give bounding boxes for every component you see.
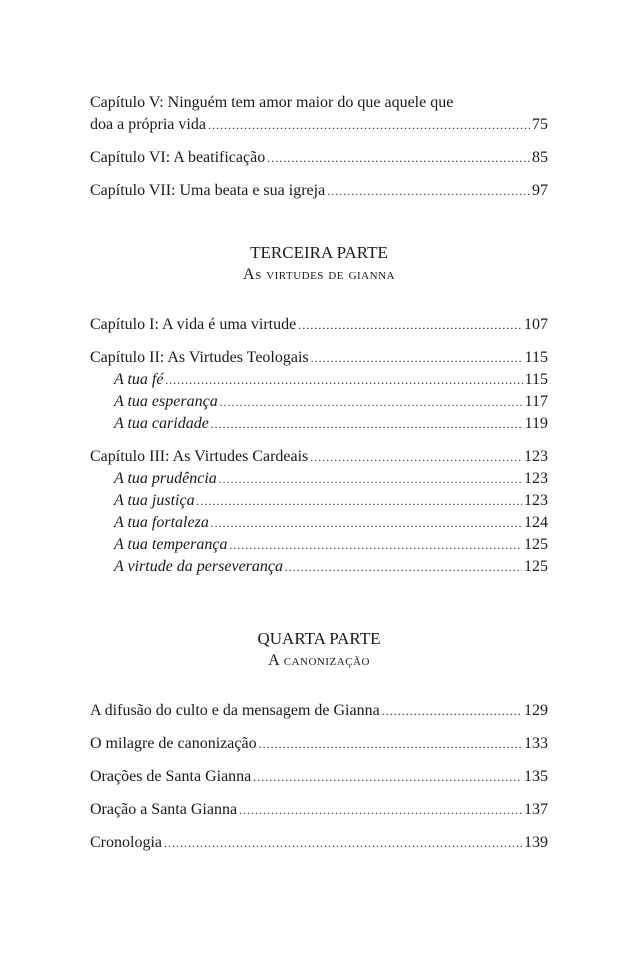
toc-subentry: [90, 391, 548, 413]
page-number: 124: [524, 514, 548, 531]
entry-label: A tua justiça: [114, 492, 195, 509]
entry-label: A tua temperança: [114, 536, 228, 553]
toc-entry: [90, 700, 548, 722]
toc-entry: [90, 832, 548, 854]
dot-leader: [239, 799, 522, 821]
toc-entry: [90, 446, 548, 468]
toc-entry-chapter-6: [90, 147, 548, 169]
dot-leader: [229, 534, 522, 556]
part-title: QUARTA PARTE: [257, 629, 381, 648]
part-heading: [90, 628, 548, 672]
part-subtitle: As virtudes de gianna: [243, 266, 395, 283]
page-number: 97: [532, 182, 548, 199]
toc-entry-chapter-5: [90, 114, 548, 136]
toc-entry-chapter-7: [90, 180, 548, 202]
page-number: 107: [524, 316, 548, 333]
dot-leader: [327, 180, 530, 202]
entry-label: Orações de Santa Gianna: [90, 768, 252, 785]
page-number: 123: [524, 492, 548, 509]
toc-subentry: [90, 512, 548, 534]
toc-entry-chapter-5-line1: Capítulo V: Ninguém tem amor maior do que aquele que: [90, 94, 454, 111]
dot-leader: [219, 468, 522, 490]
page-number: 85: [532, 149, 548, 166]
entry-label: A difusão do culto e da mensagem de Gianna: [90, 702, 380, 719]
dot-leader: [285, 556, 522, 578]
part-subtitle: A canonização: [268, 652, 370, 669]
dot-leader: [208, 114, 530, 136]
page-number: 123: [524, 470, 548, 487]
toc-subentry: [90, 413, 548, 435]
entry-label: Cronologia: [90, 834, 162, 851]
dot-leader: [382, 700, 522, 722]
dot-leader: [298, 314, 522, 336]
entry-label: A tua esperança: [114, 393, 218, 410]
toc-subentry: [90, 556, 548, 578]
toc-entry: [90, 799, 548, 821]
entry-label: Capítulo VI: A beatificação: [90, 149, 266, 166]
page-number: 75: [532, 116, 548, 133]
entry-label: A tua fortaleza: [114, 514, 209, 531]
entry-label: doa a própria vida: [90, 116, 206, 133]
entry-label: Oração a Santa Gianna: [90, 801, 238, 818]
toc-subentry: [90, 534, 548, 556]
page-number: 135: [524, 768, 548, 785]
dot-leader: [259, 733, 522, 755]
page-number: 125: [524, 536, 548, 553]
page-number: 123: [524, 448, 548, 465]
page-number: 137: [524, 801, 548, 818]
dot-leader: [165, 369, 522, 391]
entry-label: Capítulo I: A vida é uma virtude: [90, 316, 297, 333]
entry-label: Capítulo III: As Virtudes Cardeais: [90, 448, 309, 465]
part-heading: [90, 242, 548, 286]
page-number: 133: [524, 735, 548, 752]
page-number: 139: [524, 834, 548, 851]
toc-entry: [90, 347, 548, 369]
toc-block-part3: [90, 242, 548, 578]
dot-leader: [197, 490, 522, 512]
page-number: 125: [524, 558, 548, 575]
entry-label: Capítulo II: As Virtudes Teologais: [90, 349, 309, 366]
toc-entry: [90, 766, 548, 788]
toc-subentry: [90, 490, 548, 512]
toc-entry: [90, 733, 548, 755]
dot-leader: [253, 766, 522, 788]
dot-leader: [211, 512, 522, 534]
dot-leader: [220, 391, 523, 413]
toc-block-part4: [90, 628, 548, 865]
dot-leader: [164, 832, 522, 854]
page-number: 129: [524, 702, 548, 719]
page-number: 119: [524, 415, 548, 432]
part-title: TERCEIRA PARTE: [250, 243, 388, 262]
toc-subentry: [90, 468, 548, 490]
page-number: 115: [524, 371, 548, 388]
page-number: 115: [524, 349, 548, 366]
toc-entry: [90, 314, 548, 336]
toc-block-part2-end: [90, 92, 548, 213]
dot-leader: [310, 446, 522, 468]
toc-subentry: [90, 369, 548, 391]
entry-label: A tua caridade: [114, 415, 209, 432]
entry-label: A tua prudência: [114, 470, 217, 487]
dot-leader: [267, 147, 530, 169]
page-number: 117: [524, 393, 548, 410]
dot-leader: [311, 347, 523, 369]
entry-label: Capítulo VII: Uma beata e sua igreja: [90, 182, 326, 199]
dot-leader: [211, 413, 523, 435]
entry-label: O milagre de canonização: [90, 735, 257, 752]
entry-label: A virtude da perseverança: [114, 558, 283, 575]
entry-label: A tua fé: [114, 371, 164, 388]
